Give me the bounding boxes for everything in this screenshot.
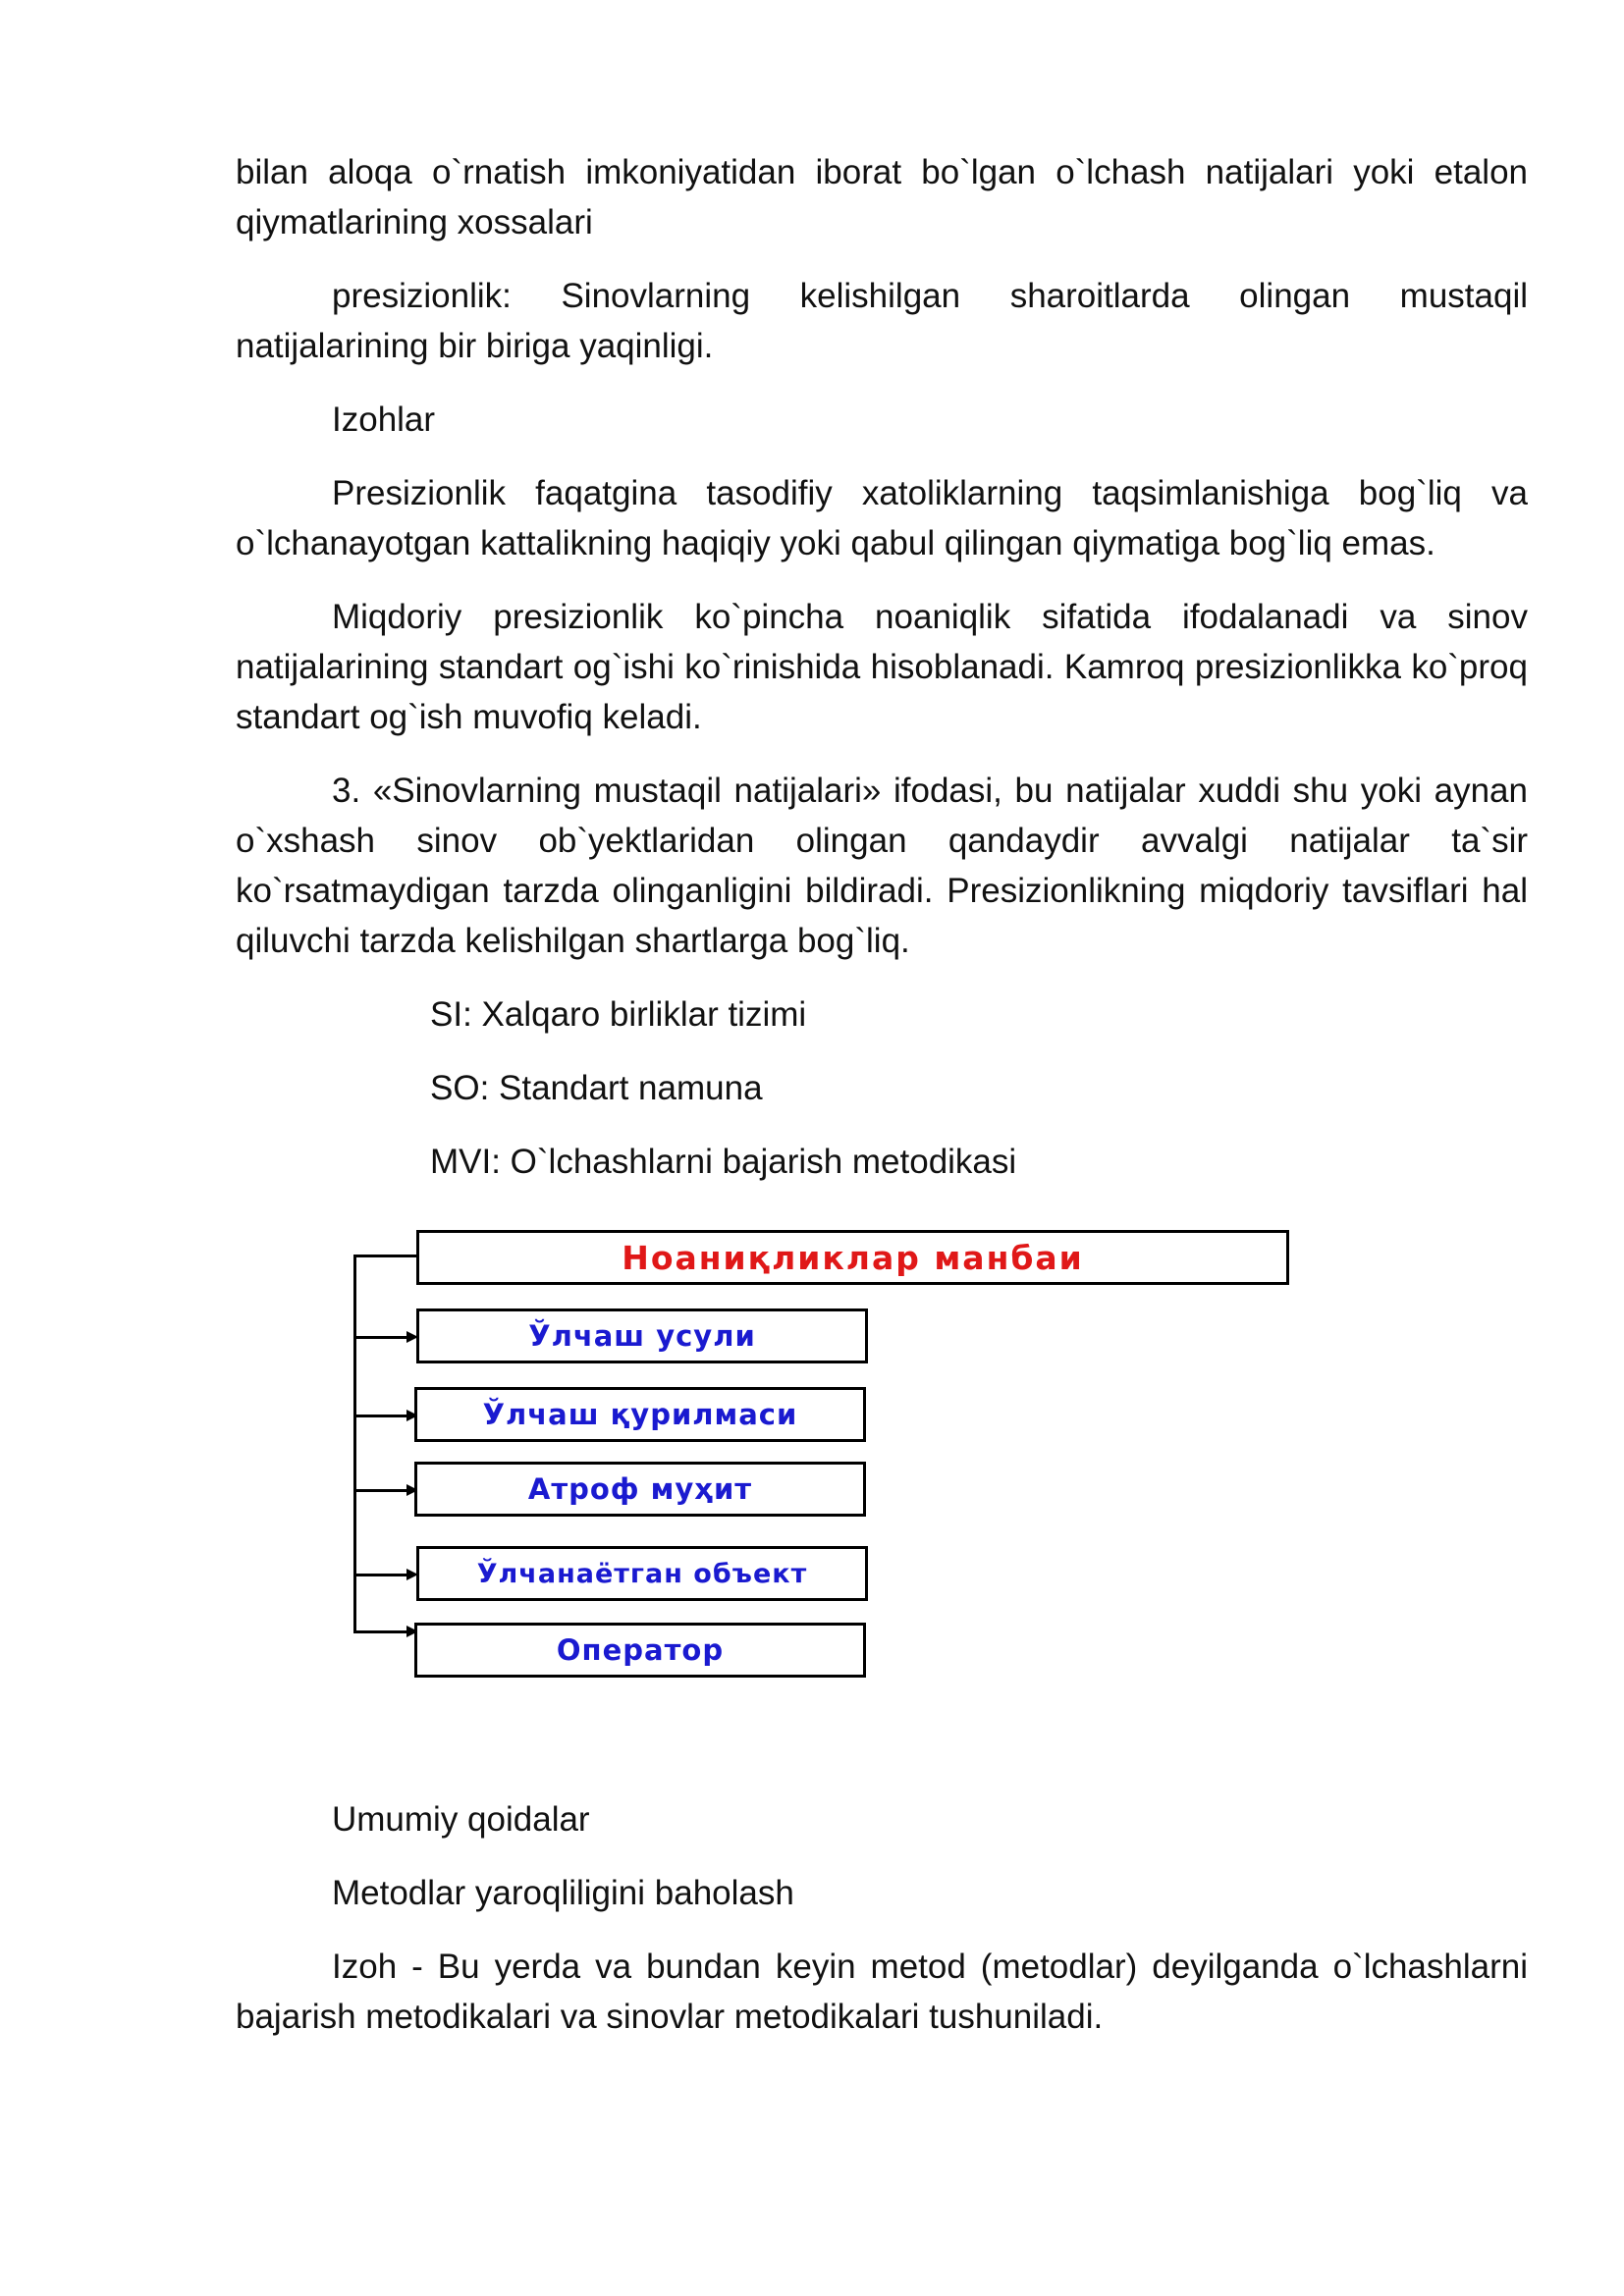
abbreviation-so: SO: Standart namuna [430, 1069, 763, 1107]
paragraph-note-2: Miqdoriy presizionlik ko`pincha noaniqlik sifatida ifodalanadi va sinov natijalarining standart og`ishi ko`rinishida hisoblanadi. Kamroq presizionlikka ko`proq standart og`ish muvofiq keladi. [236, 598, 1528, 736]
heading-notes: Izohlar [332, 400, 436, 439]
heading-method-validation: Metodlar yaroqliligini baholash [332, 1874, 794, 1912]
diagram-item-measured-object: Ўлчанаётган объект [416, 1546, 868, 1601]
document-body-top [236, 147, 1528, 1210]
paragraph-method-note: Izoh - Bu yerda va bundan keyin metod (metodlar) deyilganda o`lchashlarni bajarish metodikalari va sinovlar metodikalari tushuniladi. [236, 1948, 1528, 2036]
diagram-header-box: Ноаниқликлар манбаи [416, 1230, 1289, 1285]
diagram-branch-5 [353, 1630, 408, 1633]
diagram-branch-3 [353, 1489, 408, 1492]
diagram-item-measurement-method: Ўлчаш усули [416, 1308, 868, 1363]
diagram-item-measuring-device: Ўлчаш қурилмаси [414, 1387, 866, 1442]
diagram-item-environment: Атроф муҳит [414, 1462, 866, 1517]
document-body-bottom [236, 1794, 1528, 2065]
uncertainty-sources-diagram [349, 1230, 1291, 1691]
diagram-branch-4 [353, 1574, 408, 1576]
paragraph-note-3: 3. «Sinovlarning mustaqil natijalari» ifodasi, bu natijalar xuddi shu yoki aynan o`xshash sinov ob`yektlaridan olingan qandaydir avvalgi natijalar ta`sir ko`rsatmaydigan tarzda olinganligini bildiradi. Presizionlikning miqdoriy tavsiflari hal qiluvchi tarzda kelishilgan shartlarga bog`liq. [236, 772, 1528, 960]
heading-general-rules: Umumiy qoidalar [332, 1800, 590, 1839]
abbreviation-mvi: MVI: O`lchashlarni bajarish metodikasi [430, 1143, 1017, 1181]
paragraph-note-1: Presizionlik faqatgina tasodifiy xatoliklarning taqsimlanishiga bog`liq va o`lchanayotgan kattalikning haqiqiy yoki qabul qilingan qiymatiga bog`liq emas. [236, 474, 1528, 562]
diagram-branch-2 [353, 1415, 408, 1417]
paragraph-1: bilan aloqa o`rnatish imkoniyatidan iborat bo`lgan o`lchash natijalari yoki etalon qiymatlarining xossalari [236, 153, 1528, 241]
diagram-header-connector [353, 1255, 418, 1257]
diagram-item-operator: Оператор [414, 1623, 866, 1678]
abbreviation-si: SI: Xalqaro birliklar tizimi [430, 995, 807, 1034]
paragraph-precision-definition: presizionlik: Sinovlarning kelishilgan sharoitlarda olingan mustaqil natijalarining bir biriga yaqinligi. [236, 277, 1528, 365]
diagram-branch-1 [353, 1336, 408, 1339]
